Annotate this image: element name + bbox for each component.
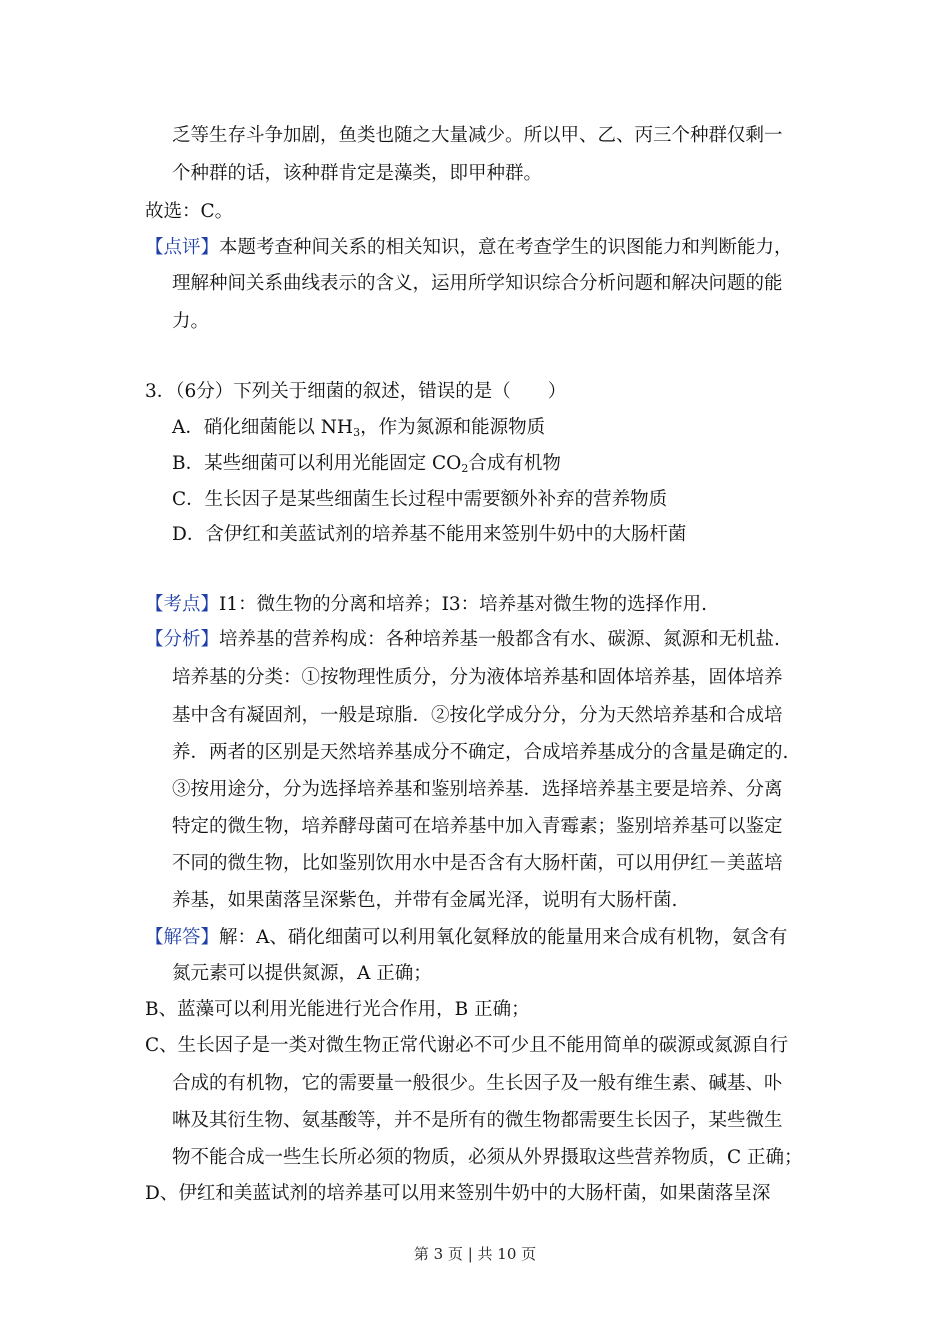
fenxi-line-6: 特定的微生物，培养酵母菌可在培养基中加入青霉素；鉴别培养基可以鉴定 [172, 816, 783, 837]
jieda-line-8: D、伊红和美蓝试剂的培养基可以用来签别牛奶中的大肠杆菌，如果菌落呈深 [145, 1183, 771, 1204]
review-line-1 [145, 236, 793, 260]
fenxi-line-4: 养．两者的区别是天然培养基成分不确定，合成培养基成分的含量是确定的. [172, 742, 789, 763]
fenxi-line-1 [145, 628, 780, 652]
kaodian-tag: 【考点】 [145, 594, 220, 615]
page-footer: 第 3 页 | 共 10 页 [413, 1245, 537, 1263]
kaodian-text: I1：微生物的分离和培养；I3：培养基对微生物的选择作用. [219, 594, 708, 615]
review-text-1: 本题考查种间关系的相关知识，意在考查学生的识图能力和判断能力， [219, 237, 793, 258]
option-b-post: 合成有机物 [468, 453, 561, 474]
jieda-line-6: 啉及其衍生物、氨基酸等，并不是所有的微生物都需要生长因子，某些微生 [172, 1110, 783, 1131]
fenxi-line-7: 不同的微生物，比如鉴别饮用水中是否含有大肠杆菌，可以用伊红－美蓝培 [172, 853, 783, 874]
option-c: C．生长因子是某些细菌生长过程中需要额外补弃的营养物质 [172, 489, 668, 510]
fenxi-line-3: 基中含有凝固剂，一般是琼脂．②按化学成分分，分为天然培养基和合成培 [172, 705, 783, 726]
question-stem: 3．（6分）下列关于细菌的叙述，错误的是（ ） [145, 381, 567, 402]
jieda-text-1: 解：A、硝化细菌可以利用氧化氨释放的能量用来合成有机物，氨含有 [219, 927, 788, 948]
review-line-3: 力。 [172, 311, 210, 332]
review-line-2: 理解种间关系曲线表示的含义，运用所学知识综合分析问题和解决问题的能 [172, 273, 783, 294]
option-a [172, 416, 545, 440]
kaodian-line [145, 593, 707, 617]
prev-line-1: 乏等生存斗争加剧，鱼类也随之大量减少。所以甲、乙、丙三个种群仅剩一 [172, 125, 783, 146]
jieda-line-5: 合成的有机物，它的需要量一般很少。生长因子及一般有维生素、碱基、卟 [172, 1073, 783, 1094]
review-tag: 【点评】 [145, 237, 220, 258]
option-a-sub: 3 [353, 426, 361, 439]
option-b-sub: 2 [461, 462, 469, 475]
fenxi-tag: 【分析】 [145, 629, 220, 650]
fenxi-line-8: 养基，如果菌落呈深紫色，并带有金属光泽，说明有大肠杆菌. [172, 890, 678, 911]
jieda-tag: 【解答】 [145, 927, 220, 948]
fenxi-line-5: ③按用途分，分为选择培养基和鉴别培养基．选择培养基主要是培养、分离 [172, 779, 783, 800]
prev-answer: 故选：C。 [145, 201, 234, 222]
option-d: D．含伊红和美蓝试剂的培养基不能用来签别牛奶中的大肠杆菌 [172, 524, 687, 545]
option-b-pre: B．某些细菌可以利用光能固定 CO [172, 453, 462, 474]
fenxi-line-2: 培养基的分类：①按物理性质分，分为液体培养基和固体培养基，固体培养 [172, 667, 783, 688]
jieda-line-7: 物不能合成一些生长所必须的物质，必须从外界摄取这些营养物质，C 正确； [172, 1147, 803, 1168]
option-b [172, 452, 561, 476]
option-a-pre: A．硝化细菌能以 NH [172, 417, 354, 438]
jieda-line-4: C、生长因子是一类对微生物正常代谢必不可少且不能用简单的碳源或氮源自行 [145, 1035, 789, 1056]
jieda-line-3: B、蓝藻可以利用光能进行光合作用，B 正确； [145, 999, 530, 1020]
fenxi-text-1: 培养基的营养构成：各种培养基一般都含有水、碳源、氮源和无机盐. [219, 629, 780, 650]
option-a-post: ，作为氮源和能源物质 [360, 417, 546, 438]
prev-line-2: 个种群的话，该种群肯定是藻类，即甲种群。 [172, 163, 543, 184]
jieda-line-2: 氮元素可以提供氮源，A 正确； [172, 963, 432, 984]
jieda-line-1 [145, 926, 787, 950]
